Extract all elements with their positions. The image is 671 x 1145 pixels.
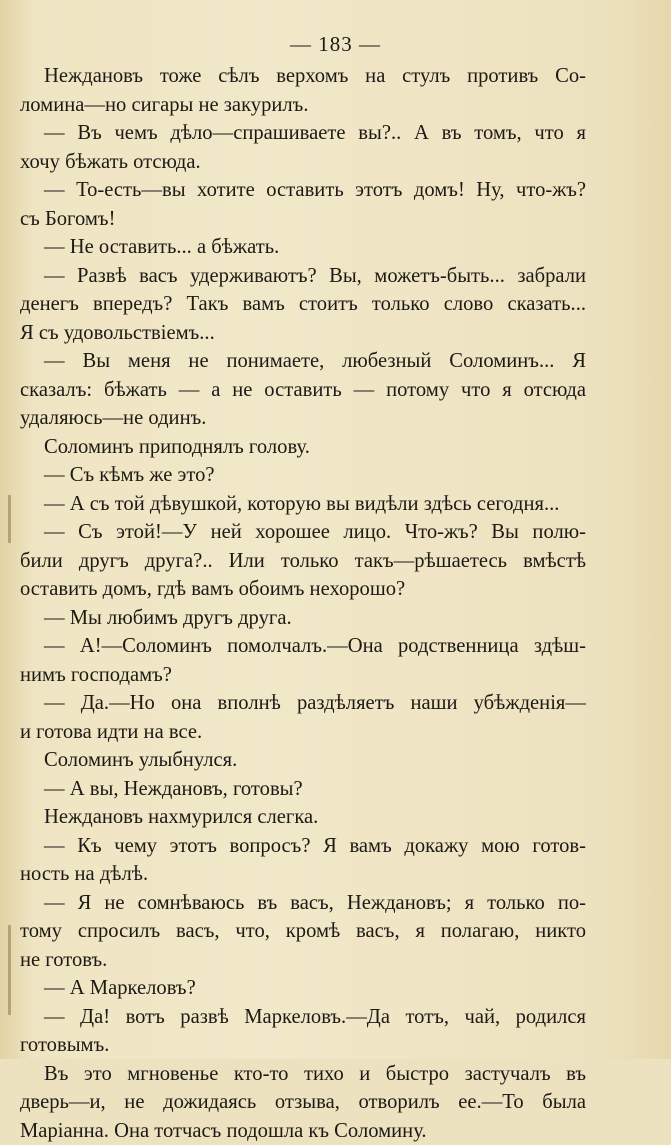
text-line: Неждановъ тоже сѣлъ верхомъ на стулъ противъ Со- — [20, 62, 586, 91]
text-line: — Развѣ васъ удерживаютъ? Вы, можетъ-быть... забрали — [20, 262, 586, 291]
text-line: — А Маркеловъ? — [20, 974, 586, 1003]
paragraph — [20, 832, 586, 889]
text-line: Въ это мгновенье кто-то тихо и быстро застучалъ въ — [20, 1060, 586, 1089]
paragraph — [20, 433, 586, 462]
text-line: хочу бѣжать отсюда. — [20, 148, 586, 177]
text-line: готовымъ. — [20, 1031, 586, 1060]
margin-mark — [8, 925, 11, 1015]
paragraph — [20, 518, 586, 604]
text-line: — Къ чему этотъ вопросъ? Я вамъ докажу мою готов- — [20, 832, 586, 861]
paragraph — [20, 632, 586, 689]
paragraph — [20, 974, 586, 1003]
margin-mark — [8, 495, 11, 543]
paragraph — [20, 233, 586, 262]
paragraph — [20, 746, 586, 775]
text-line: Соломинъ приподнялъ голову. — [20, 433, 586, 462]
paragraph — [20, 604, 586, 633]
text-line: — Мы любимъ другъ друга. — [20, 604, 586, 633]
text-line: Я съ удовольствіемъ... — [20, 319, 586, 348]
text-line: — А съ той дѣвушкой, которую вы видѣли здѣсь сегодня... — [20, 490, 586, 519]
text-line: дверь—и, не дожидаясь отзыва, отворилъ ее.—То была — [20, 1088, 586, 1117]
text-line: оставить домъ, гдѣ вамъ обоимъ нехорошо? — [20, 575, 586, 604]
text-line: ломина—но сигары не закурилъ. — [20, 91, 586, 120]
text-line: — Вы меня не понимаете, любезный Соломинъ... Я — [20, 347, 586, 376]
text-line: — То-есть—вы хотите оставить этотъ домъ! Ну, что-жъ? — [20, 176, 586, 205]
paragraph — [20, 1003, 586, 1060]
text-line: сказалъ: бѣжать — а не оставить — потому что я отсюда — [20, 376, 586, 405]
text-line: Соломинъ улыбнулся. — [20, 746, 586, 775]
paragraph — [20, 803, 586, 832]
text-line: денегъ впередъ? Такъ вамъ стоитъ только слово сказать... — [20, 290, 586, 319]
paragraph — [20, 347, 586, 433]
text-line: — Да! вотъ развѣ Маркеловъ.—Да тотъ, чай, родился — [20, 1003, 586, 1032]
paragraph — [20, 689, 586, 746]
text-line: — Да.—Но она вполнѣ раздѣляетъ наши убѣжденія— — [20, 689, 586, 718]
paragraph — [20, 62, 586, 119]
paragraph — [20, 119, 586, 176]
paragraph — [20, 176, 586, 233]
text-line: — Не оставить... а бѣжать. — [20, 233, 586, 262]
text-line: — А!—Соломинъ помолчалъ.—Она родственница здѣш- — [20, 632, 586, 661]
text-line: — А вы, Неждановъ, готовы? — [20, 775, 586, 804]
paragraph — [20, 1060, 586, 1145]
text-line: тому спросилъ васъ, что, кромѣ васъ, я полагаю, никто — [20, 917, 586, 946]
text-line: не готовъ. — [20, 946, 586, 975]
paragraph — [20, 262, 586, 348]
text-line: — Въ чемъ дѣло—спрашиваете вы?.. А въ томъ, что я — [20, 119, 586, 148]
page-number: — 183 — — [0, 32, 671, 57]
text-line: били другъ друга?.. Или только такъ—рѣшаетесь вмѣстѣ — [20, 547, 586, 576]
text-line: — Я не сомнѣваюсь въ васъ, Неждановъ; я только по- — [20, 889, 586, 918]
page-text — [20, 62, 586, 1145]
paragraph — [20, 461, 586, 490]
text-line: ность на дѣлѣ. — [20, 860, 586, 889]
text-line: нимъ господамъ? — [20, 661, 586, 690]
text-line: съ Богомъ! — [20, 205, 586, 234]
text-line: удаляюсь—не одинъ. — [20, 404, 586, 433]
paragraph — [20, 889, 586, 975]
text-line: — Съ кѣмъ же это? — [20, 461, 586, 490]
text-line: Неждановъ нахмурился слегка. — [20, 803, 586, 832]
paragraph — [20, 775, 586, 804]
text-line: — Съ этой!—У ней хорошее лицо. Что-жъ? Вы полю- — [20, 518, 586, 547]
text-line: Маріанна. Она тотчасъ подошла къ Соломину. — [20, 1117, 586, 1145]
paragraph — [20, 490, 586, 519]
text-line: и готова идти на все. — [20, 718, 586, 747]
